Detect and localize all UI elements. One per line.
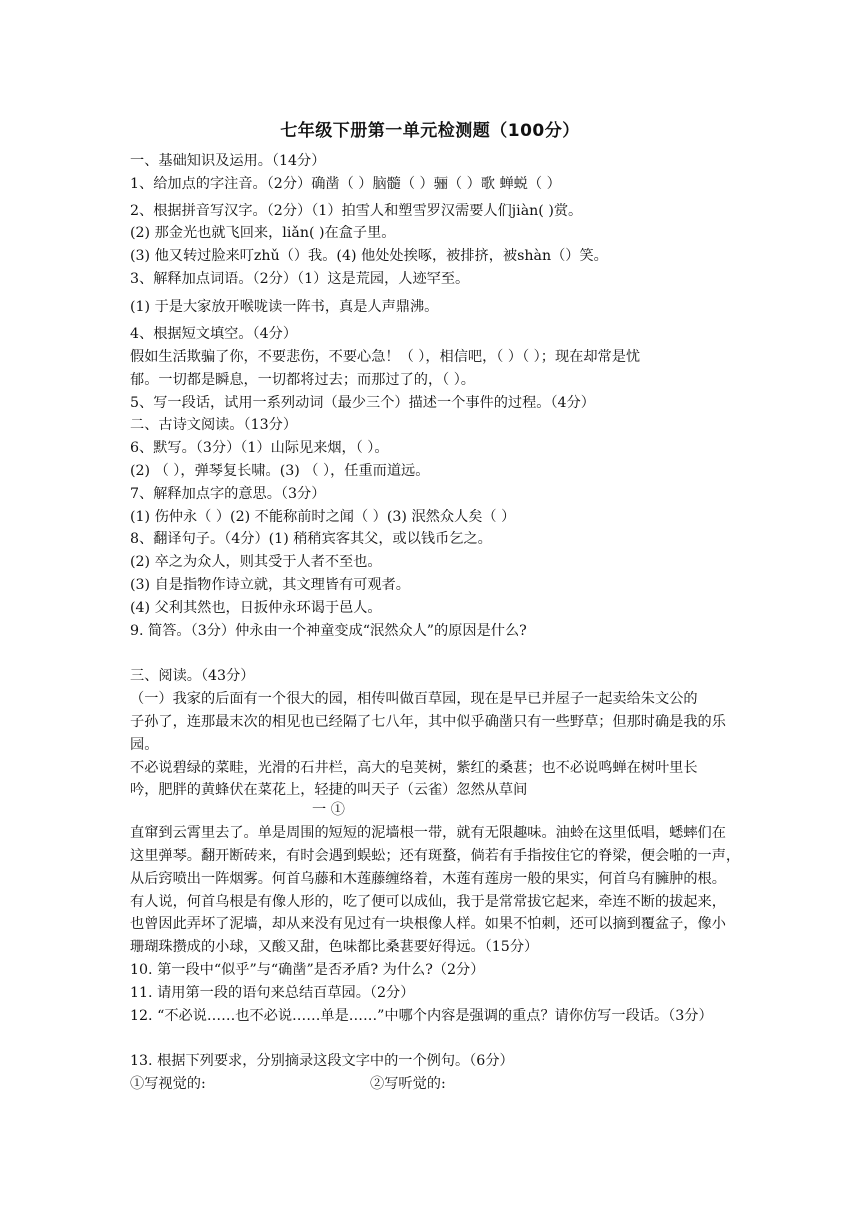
passage-line-6: 直窜到云霄里去了。单是周围的短短的泥墙根一带，就有无限趣味。油蛉在这里低唱，蟋蟀们在 <box>130 825 726 841</box>
question-8: 8、翻译句子。（4分）(1) 稍稍宾客其父，或以钱币乞之。 <box>130 531 492 547</box>
question-3-part-2: (1) 于是大家放开喉咙读一阵书，真是人声鼎沸。 <box>130 299 439 315</box>
section-heading-3: 三、阅读。（43分） <box>130 668 255 684</box>
question-4-text-line-1: 假如生活欺骗了你，不要悲伤，不要心急！（ ），相信吧，（ ）（ ）；现在却常是忧 <box>130 349 641 365</box>
question-7-parts: (1) 伤仲永（ ）(2) 不能称前时之闻（ ）(3) 泯然众人矣（ ） <box>130 509 516 525</box>
question-4-text-line-2: 郁。一切都是瞬息，一切都将过去；而那过了的，（ ）。 <box>130 372 475 388</box>
question-9: 9. 简答。（3分）仲永由一个神童变成“泯然众人”的原因是什么? <box>130 623 527 639</box>
passage-line-3: 园。 <box>130 737 159 753</box>
passage-gap-marker: 一 ① <box>312 802 345 818</box>
question-12: 12. “不必说……也不必说……单是……”中哪个内容是强调的重点？请你仿写一段话。（3分） <box>130 1008 713 1024</box>
question-8-part-2: (2) 卒之为众人，则其受于人者不至也。 <box>130 554 382 570</box>
question-1: 1、给加点的字注音。（2分）确凿（ ）脑髓（ ）骊（ ）歌 蝉蜕（ ） <box>130 176 561 192</box>
passage-line-1: （一）我家的后面有一个很大的园，相传叫做百草园，现在是早已并屋子一起卖给朱文公的 <box>130 691 698 707</box>
question-7: 7、解释加点字的意思。（3分） <box>130 486 326 502</box>
question-3: 3、解释加点词语。（2分）（1）这是荒园，人迹罕至。 <box>130 271 470 287</box>
question-13: 13. 根据下列要求，分别摘录这段文字中的一个例句。（6分） <box>130 1053 514 1069</box>
section-heading-2: 二、古诗文阅读。（13分） <box>130 417 298 433</box>
question-13-visual: ①写视觉的: <box>130 1076 206 1092</box>
section-heading-1: 一、基础知识及运用。（14分） <box>130 153 326 169</box>
question-6-part-2-3: (2) （ ），弹琴复长啸。(3) （ ），任重而道远。 <box>130 463 430 479</box>
passage-line-10: 也曾因此弄坏了泥墙，却从来没有见过有一块根像人样。如果不怕刺，还可以摘到覆盆子，像小 <box>130 916 726 932</box>
passage-line-7: 这里弹琴。翻开断砖来，有时会遇到蜈蚣；还有斑蝥，倘若有手指按住它的脊梁，便会啪的一声， <box>130 848 741 864</box>
passage-line-11: 珊瑚珠攒成的小球，又酸又甜，色味都比桑葚要好得远。（15分） <box>130 939 539 955</box>
passage-line-2: 子孙了，连那最末次的相见也已经隔了七八年，其中似乎确凿只有一些野草；但那时确是我的乐 <box>130 714 726 730</box>
question-10: 10. 第一段中“似乎”与“确凿”是否矛盾? 为什么?（2分） <box>130 962 485 978</box>
question-13-auditory: ②写听觉的: <box>370 1076 446 1092</box>
question-5: 5、写一段话，试用一系列动词（最少三个）描述一个事件的过程。（4分） <box>130 395 595 411</box>
passage-line-9: 有人说，何首乌根是有像人形的，吃了便可以成仙，我于是常常拔它起来，牵连不断的拔起来， <box>130 894 726 910</box>
passage-line-4: 不必说碧绿的菜畦，光滑的石井栏，高大的皂荚树，紫红的桑葚；也不必说鸣蝉在树叶里长 <box>130 760 698 776</box>
question-6: 6、默写。（3分）（1）山际见来烟，（ ）。 <box>130 440 389 456</box>
question-8-part-3: (3) 自是指物作诗立就，其文理皆有可观者。 <box>130 577 410 593</box>
question-2-part-3-4: (3) 他又转过脸来叮zhǔ（）我。(4) 他处处挨啄，被排挤，被shàn（）笑。 <box>130 248 608 264</box>
question-11: 11. 请用第一段的语句来总结百草园。（2分） <box>130 985 415 1001</box>
page-title: 七年级下册第一单元检测题（100分） <box>280 121 580 141</box>
question-2: 2、根据拼音写汉字。（2分）（1）拍雪人和塑雪罗汉需要人们jiàn( )赏。 <box>130 203 583 219</box>
question-8-part-4: (4) 父利其然也，日扳仲永环谒于邑人。 <box>130 600 382 616</box>
passage-line-8: 从后窍喷出一阵烟雾。何首乌藤和木莲藤缠络着，木莲有莲房一般的果实，何首乌有臃肿的根。 <box>130 871 726 887</box>
question-4: 4、根据短文填空。（4分） <box>130 326 298 342</box>
passage-line-5: 吟，肥胖的黄蜂伏在菜花上，轻捷的叫天子（云雀）忽然从草间 <box>130 782 528 798</box>
question-2-part-2: (2) 那金光也就飞回来，liǎn( )在盒子里。 <box>130 225 396 241</box>
